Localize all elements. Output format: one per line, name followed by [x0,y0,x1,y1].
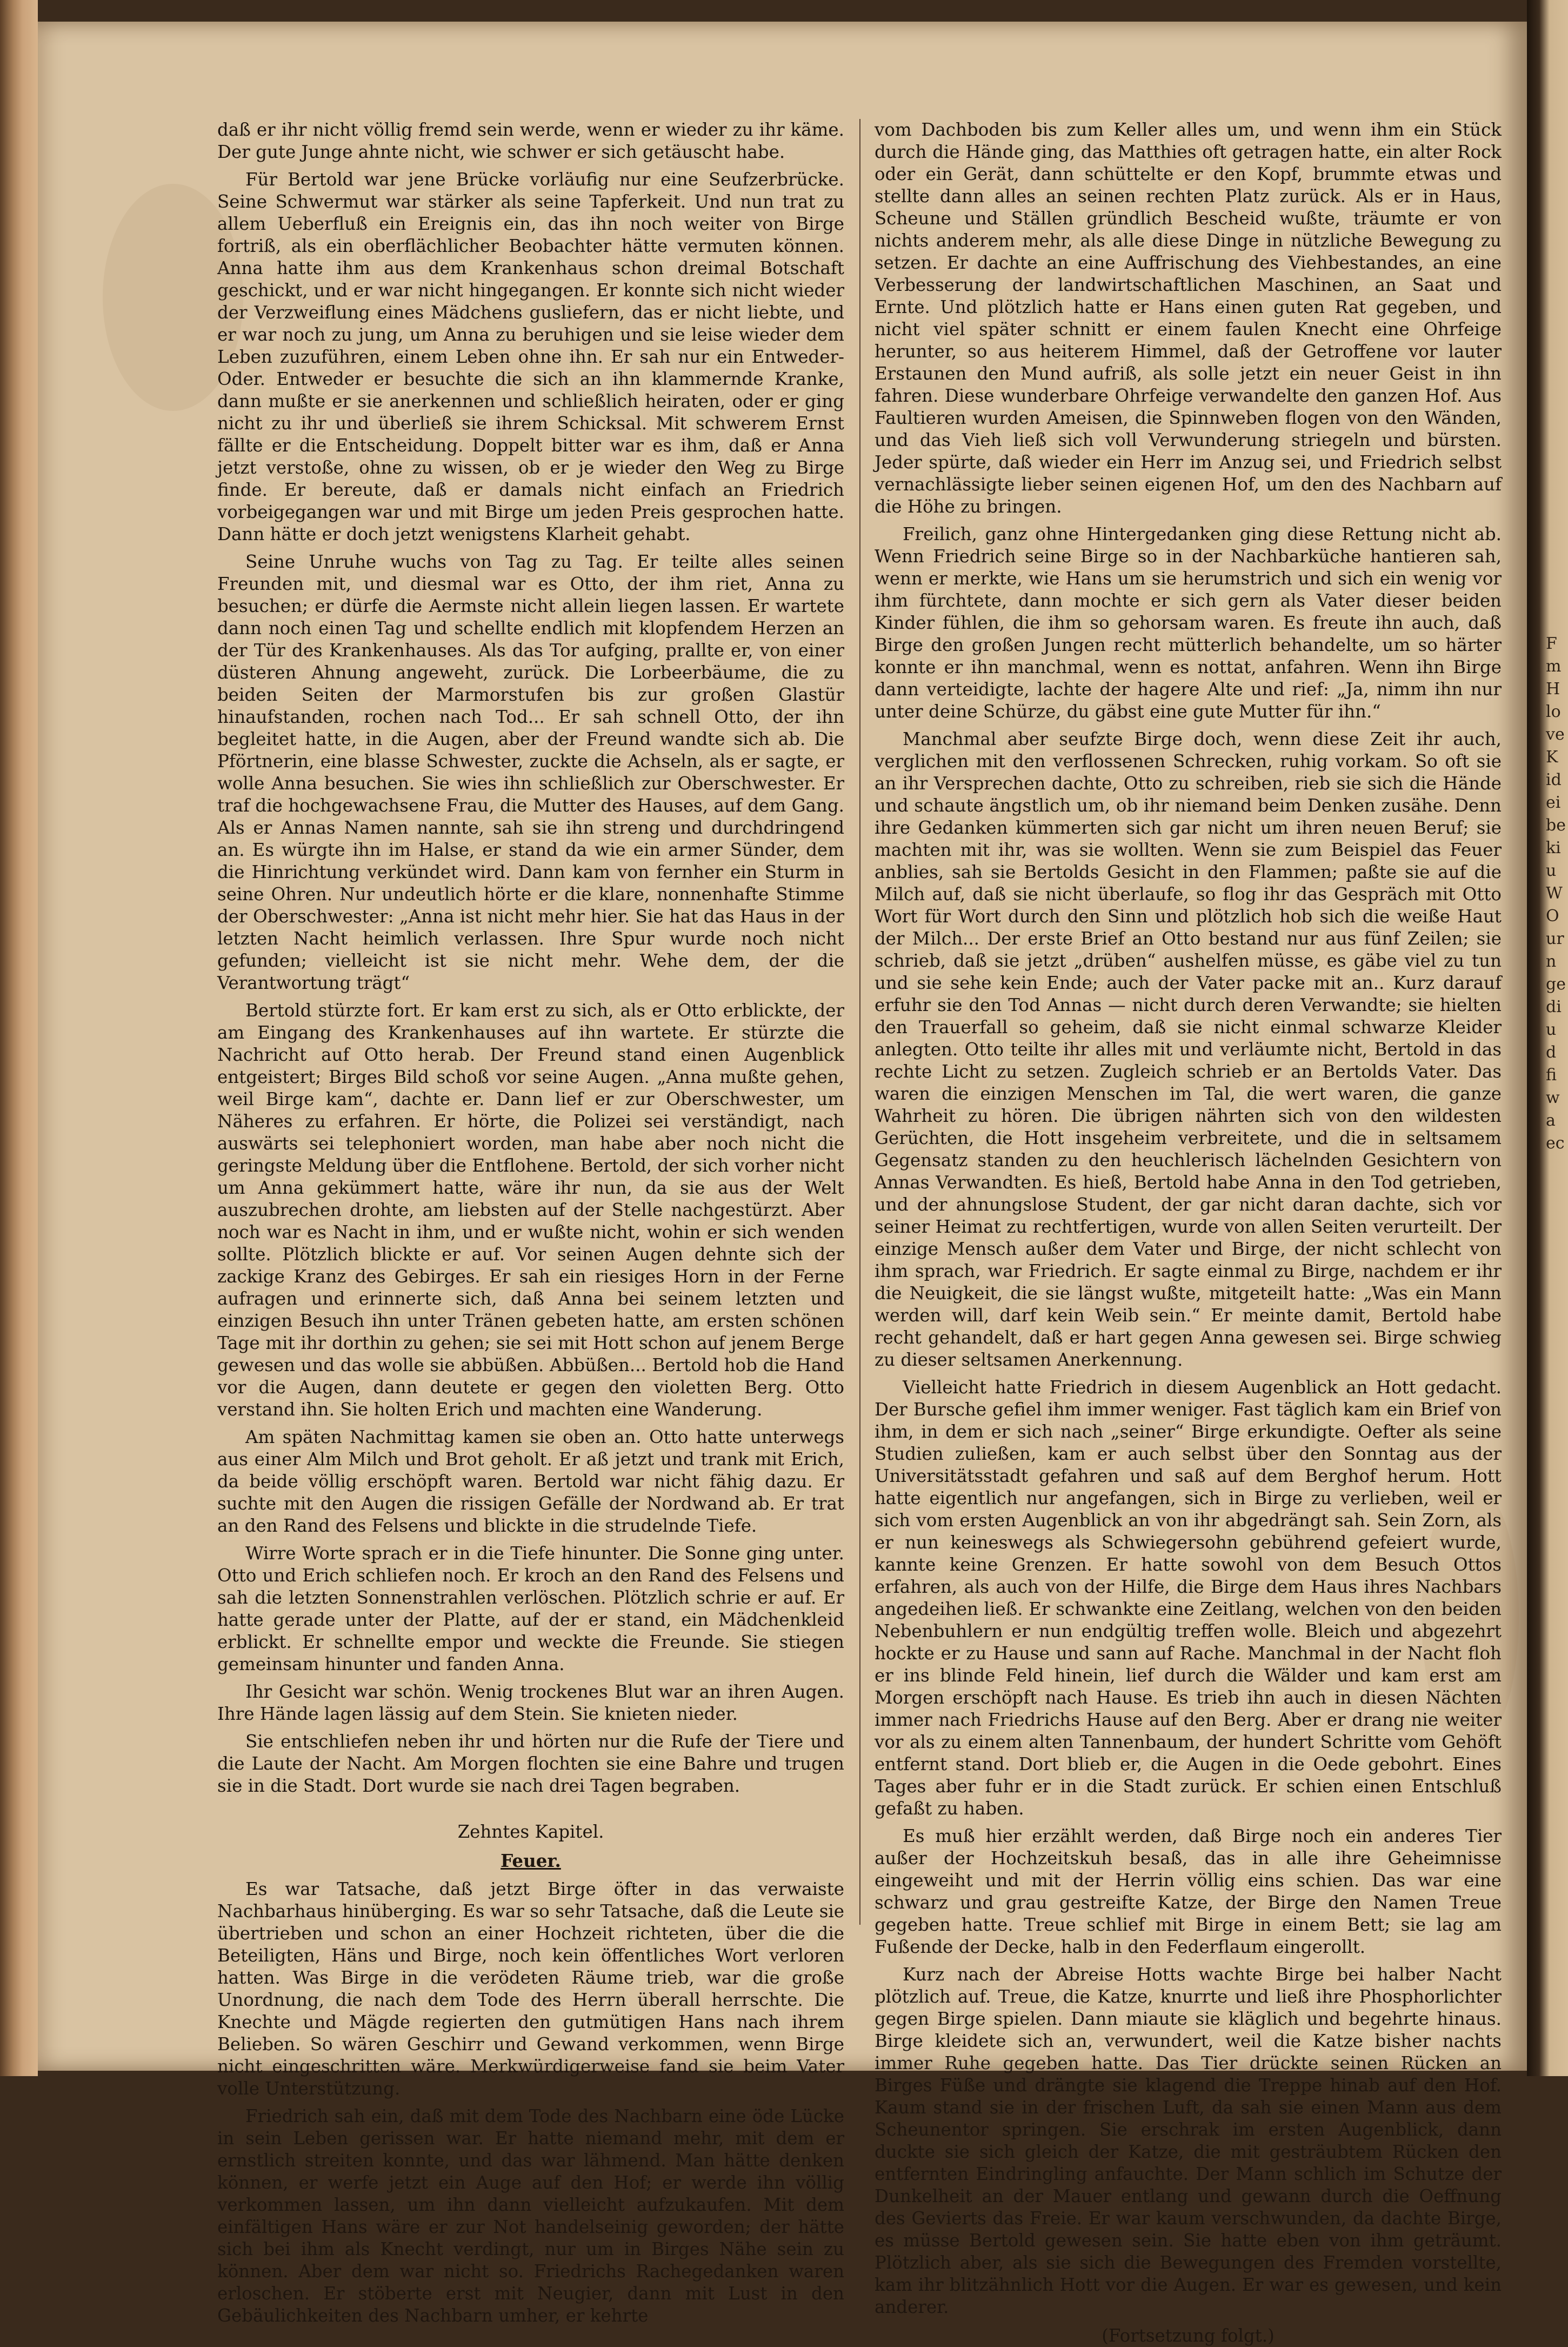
paragraph: Friedrich sah ein, daß mit dem Tode des Nachbarn eine öde Lücke in sein Leben gerissen war. Er hatte niemand mehr, mit dem er ernstlich streiten konnte, und das war lähmend. Man hätte denken können, er werfe jetzt ein Auge auf den Hof; er werde ihn völlig verkommen lassen, um ihn dann vielleicht aufzukaufen. Mit dem einfältigen Hans wäre er zur Not handelseinig geworden; der hätte sich bei ihm als Knecht verdingt, nur um in Birges Nähe sein zu können. Aber dem war nicht so. Friedrichs Rachegedanken waren erloschen. Er stöberte erst mit Neugier, dann mit Lust in den Gebäulichkeiten des Nachbarn umher, er kehrte [217,2106,844,2326]
next-page-fragment: F m H lo ve K id ei be ki u W O ur n ge di u d fi w a ec [1546,634,1566,1153]
column-rule [859,119,860,1925]
paragraph: Wirre Worte sprach er in die Tiefe hinunter. Die Sonne ging unter. Otto und Erich schliefen noch. Er kroch an den Rand des Felsens und sah die letzten Sonnenstrahlen verlöschen. Plötzlich schrie er auf. Er hatte gerade unter der Platte, auf der er stand, ein Mädchenkleid erblickt. Er schnellte empor und weckte die Freunde. Sie stiegen gemeinsam hinunter und fanden Anna. [217,1543,844,1674]
chapter-title: Feuer. [501,1850,561,1871]
paragraph: Für Bertold war jene Brücke vorläufig nur eine Seufzerbrücke. Seine Schwermut war stärker als seine Tapferkeit. Und nun trat zu allem Ueberfluß ein Ereignis ein, das ihn noch weiter von Birge fortriß, als ein oberflächlicher Beobachter hätte vermuten können. Anna hatte ihm aus dem Krankenhaus schon dreimal Botschaft geschickt, und er war nicht hingegangen. Er konnte sich nicht wieder der Verzweiflung eines Mädchens gusliefern, das er nicht liebte, und er war noch zu jung, um Anna zu beruhigen und sie leise wieder dem Leben zuzuführen, einem Leben ohne ihn. Er sah nur ein Entweder-Oder. Entweder er besuchte die sich an ihn klammernde Kranke, dann mußte er sie anerkennen und schließlich heiraten, oder er ging nicht zu ihr und überließ sie ihrem Schicksal. Mit schwerem Ernst fällte er die Entscheidung. Doppelt bitter war es ihm, daß er Anna jetzt verstoße, ohne zu wissen, ob er je wieder den Weg zu Birge finde. Er bereute, daß er damals nicht einfach an Friedrich vorbeigegangen war und mit Birge um jeden Preis gesprochen hatte. Dann hätte er doch jetzt wenigstens Klarheit gehabt. [217,169,844,544]
book-binding-left [0,0,38,2076]
paragraph: Sie entschliefen neben ihr und hörten nur die Rufe der Tiere und die Laute der Nacht. Am Morgen flochten sie eine Bahre und trugen sie in die Stadt. Dort wurde sie nach drei Tagen begraben. [217,1731,844,1796]
continued-note: (Fortsetzung folgt.) [1102,2325,1275,2346]
paragraph: Freilich, ganz ohne Hintergedanken ging diese Rettung nicht ab. Wenn Friedrich seine Birge so in der Nachbarküche hantieren sah, wenn er merkte, wie Hans um sie herumstrich und sich ein wenig vor ihm fürchtete, dann mochte er sich gern als Vater dieser beiden Kinder fühlen, die ihm so gehorsam waren. Es freute ihn auch, daß Birge den großen Jungen recht mütterlich behandelte, um so härter konnte er ihn manchmal, wenn es nottat, anfahren. Wenn ihn Birge dann verteidigte, lachte der hagere Alte und rief: „Ja, nimm ihn nur unter deine Schürze, du gäbst eine gute Mutter für ihn.“ [875,524,1502,722]
chapter-heading: Zehntes Kapitel. [457,1821,604,1842]
paragraph: Am späten Nachmittag kamen sie oben an. Otto hatte unterwegs aus einer Alm Milch und Brot geholt. Er aß jetzt und trank mit Erich, da beide völlig erschöpft waren. Bertold war nicht fähig dazu. Er suchte mit den Augen die rissigen Gefälle der Nordwand ab. Er trat an den Rand des Felsens und blickte in die strudelnde Tiefe. [217,1427,844,1536]
paragraph: Manchmal aber seufzte Birge doch, wenn diese Zeit ihr auch, verglichen mit den verflossenen Schrecken, ruhig vorkam. So oft sie an ihr Versprechen dachte, Otto zu schreiben, rieb sie sich die Hände und schaute ängstlich um, ob ihr niemand beim Denken zusähe. Denn ihre Gedanken kümmerten sich gar nicht um ihren neuen Beruf; sie machten mit ihr, was sie wollten. Wenn sie zum Beispiel das Feuer anblies, sah sie Bertolds Gesicht in den Flammen; paßte sie auf die Milch auf, daß sie nicht überlaufe, so flog ihr das Gespräch mit Otto Wort für Wort durch den Sinn und plötzlich hob sich die weiße Haut der Milch... Der erste Brief an Otto bestand nur aus fünf Zeilen; sie schrieb, daß sie jetzt „drüben“ aushelfen müsse, es gäbe viel zu tun und sie sehe kein Ende; auch der Vater packe mit an.. Kurz darauf erfuhr sie den Tod Annas — nicht durch deren Verwandte; sie hielten den Trauerfall so geheim, daß sie nicht einmal schwarze Kleider anlegten. Otto teilte ihr alles mit und verläumte nicht, Bertold in das rechte Licht zu setzen. Zugleich schrieb er an Bertolds Vater. Das waren die einzigen Menschen im Tal, die wert waren, die ganze Wahrheit zu hören. Die übrigen nährten sich von den wildesten Gerüchten, die Hott insgeheim verbreitete, und die in seltsamem Gegensatz standen zu den heuchlerisch lächelnden Gesichtern von Annas Verwandten. Es hieß, Bertold habe Anna in den Tod getrieben, und der ahnungslose Student, der gar nicht daran dachte, sich vor seiner Heimat zu rechtfertigen, wurde von allen Seiten verurteilt. Der einzige Mensch außer dem Vater und Birge, der nicht schlecht von ihm sprach, war Friedrich. Er sagte einmal zu Birge, nachdem er ihr die Neuigkeit, die sie längst wußte, mitgeteilt hatte: „Was ein Mann werden will, darf kein Weib sein.“ Er meinte damit, Bertold habe recht gehandelt, daß er hart gegen Anna gewesen sei. Birge schwieg zu dieser seltsamen Anerkennung. [875,729,1502,1370]
paragraph: Vielleicht hatte Friedrich in diesem Augenblick an Hott gedacht. Der Bursche gefiel ihm immer weniger. Fast täglich kam ein Brief von ihm, in dem er sich nach „seiner“ Birge erkundigte. Oefter als seine Studien zuließen, kam er auch selbst über den Sonntag aus der Universitätsstadt gefahren und saß auf dem Berghof herum. Hott hatte eigentlich nur angefangen, sich in Birge zu verlieben, weil er sich vom ersten Augenblick an von ihr abgedrängt sah. Sein Zorn, als er nun keineswegs als Schwiegersohn gebührend gefeiert wurde, kannte keine Grenzen. Er hatte sowohl von dem Besuch Ottos erfahren, als auch von der Hilfe, die Birge dem Haus ihres Nachbars angedeihen ließ. Er schwankte eine Zeitlang, welchen von den beiden Nebenbuhlern er nun endgültig treffen wolle. Bleich und abgezehrt hockte er zu Hause und sann auf Rache. Manchmal in der Nacht floh er ins blinde Feld hinein, lief durch die Wälder und kam erst am Morgen erschöpft nach Hause. Es trieb ihn auch in diesen Nächten immer nach Friedrichs Hause auf den Berg. Aber er drang nie weiter vor als zu einem alten Tannenbaum, der hundert Schritte vom Gehöft entfernt stand. Dort blieb er, die Augen in die Oede gebohrt. Eines Tages aber fuhr er in die Stadt zurück. Er schien einen Entschluß gefaßt zu haben. [875,1377,1502,1819]
paragraph: daß er ihr nicht völlig fremd sein werde, wenn er wieder zu ihr käme. Der gute Junge ahnte nicht, wie schwer er sich getäuscht habe. [217,119,844,162]
paragraph: Bertold stürzte fort. Er kam erst zu sich, als er Otto erblickte, der am Eingang des Krankenhauses auf ihn wartete. Er stürzte die Nachricht auf Otto herab. Der Freund stand einen Augenblick entgeistert; Birges Bild schoß vor seine Augen. „Anna mußte gehen, weil Birge kam“, dachte er. Dann lief er zur Oberschwester, um Näheres zu erfahren. Er hörte, die Polizei sei verständigt, nach auswärts sei telephoniert worden, man habe aber noch nicht die geringste Meldung über die Entflohene. Bertold, der sich vorher nicht um Anna gekümmert hatte, wäre ihr nun, da sie aus der Welt auszubrechen drohte, am liebsten auf der Stelle nachgestürzt. Aber noch war es Nacht in ihm, und er wußte nicht, wohin er sich wenden sollte. Plötzlich blickte er auf. Vor seinen Augen dehnte sich der zackige Kranz des Gebirges. Er sah ein riesiges Horn in der Ferne aufragen und erinnerte sich, daß Anna bei seinem letzten und einzigen Besuch ihn unter Tränen gebeten hatte, am ersten schönen Tage mit ihr dorthin zu gehen; sie sei mit Hott schon auf jenem Berge gewesen und das wolle sie abbüßen. Abbüßen... Bertold hob die Hand vor die Augen, dann deutete er gegen den violetten Berg. Otto verstand ihn. Sie holten Erich und machten eine Wanderung. [217,1000,844,1420]
left-column [217,119,844,2332]
paragraph: vom Dachboden bis zum Keller alles um, und wenn ihm ein Stück durch die Hände ging, das Matthies oft getragen hatte, ein alter Rock oder ein Gerät, dann schüttelte er den Kopf, brummte etwas und stellte dann alles an seinen rechten Platz zurück. Als er in Haus, Scheune und Ställen gründlich Bescheid wußte, träumte er von nichts anderem mehr, als alle diese Dinge in nützliche Bewegung zu setzen. Er dachte an eine Auffrischung des Viehbestandes, an eine Verbesserung der landwirtschaftlichen Maschinen, an Saat und Ernte. Und plötzlich hatte er Hans einen guten Rat gegeben, und nicht viel später schnitt er einem faulen Knecht eine Ohrfeige herunter, so aus heiterem Himmel, daß der Getroffene vor lauter Erstaunen den Mund aufriß, als solle jetzt ein neuer Geist in ihn fahren. Diese wunderbare Ohrfeige verwandelte den ganzen Hof. Aus Faultieren wurden Ameisen, die Spinnweben flogen von den Wänden, und das Vieh ließ sich voll Verwunderung striegeln und bürsten. Jeder spürte, daß wieder ein Herr im Anzug sei, und Friedrich selbst vernachlässigte lieber seinen eigenen Hof, um den des Nachbarn auf die Höhe zu bringen. [875,119,1502,517]
paragraph: Es war Tatsache, daß jetzt Birge öfter in das verwaiste Nachbarhaus hinüberging. Es war so sehr Tatsache, daß die Leute sie übertrieben und schon an einer Hochzeit richteten, über die die Beteiligten, Häns und Birge, noch kein öffentliches Wort verloren hatten. Was Birge in die verödeten Räume trieb, war die große Unordnung, die nach dem Tode des Herrn überall herrschte. Die Knechte und Mägde regierten den gutmütigen Hans nach ihrem Belieben. So wären Geschirr und Gewand verkommen, wenn Birge nicht eingeschritten wäre. Merkwürdigerweise fand sie beim Vater volle Unterstützung. [217,1879,844,2099]
paragraph: Kurz nach der Abreise Hotts wachte Birge bei halber Nacht plötzlich auf. Treue, die Katze, knurrte und ließ ihre Phosphorlichter gegen Birge spielen. Dann miaute sie kläglich und begehrte hinaus. Birge kleidete sich an, verwundert, weil die Katze bisher nachts immer Ruhe gegeben hatte. Das Tier drückte seinen Rücken an Birges Füße und drängte sie klagend die Treppe hinab auf den Hof. Kaum stand sie in der frischen Luft, da sah sie einen Mann aus dem Scheunentor springen. Sie erschrak im ersten Augenblick, dann duckte sie sich gleich der Katze, die mit gesträubtem Rücken den entfernten Eindringling anfauchte. Der Mann schlich im Schutze der Dunkelheit an der Mauer entlang und gewann durch die Oeffnung des Gevierts das Freie. Er war kaum verschwunden, da dachte Birge, es müsse Bertold gewesen sein. Sie hatte eben von ihm geträumt. Plötzlich aber, als sie sich die Bewegungen des Fremden vorstellte, kam ihr blitzähnlich Hott vor die Augen. Er war es gewesen, und kein anderer. [875,1964,1502,2317]
paragraph: Es muß hier erzählt werden, daß Birge noch ein anderes Tier außer der Hochzeitskuh besaß, das in alle ihre Geheimnisse eingeweiht und mit der Herrin völlig eins schien. Das war eine schwarz und grau gestreifte Katze, der Birge den Namen Treue gegeben hatte. Treue schlief mit Birge in einem Bett; sie lag am Fußende der Decke, halb in den Federflaum eingerollt. [875,1826,1502,1957]
right-column [875,119,1502,2347]
paragraph: Ihr Gesicht war schön. Wenig trockenes Blut war an ihren Augen. Ihre Hände lagen lässig auf dem Stein. Sie knieten nieder. [217,1681,844,1724]
paragraph: Seine Unruhe wuchs von Tag zu Tag. Er teilte alles seinen Freunden mit, und diesmal war es Otto, der ihm riet, Anna zu besuchen; er dürfe die Aermste nicht allein liegen lassen. Er wartete dann noch einen Tag und schellte endlich mit klopfendem Herzen an der Tür des Krankenhauses. Als das Tor aufging, prallte er, von einer düsteren Ahnung angeweht, zurück. Die Lorbeerbäume, die zu beiden Seiten der Marmorstufen bis zur großen Glastür hinaufstanden, rochen nach Tod... Er sah schnell Otto, der ihn begleitet hatte, in die Augen, aber der Freund wandte sich ab. Die Pförtnerin, eine blasse Schwester, zuckte die Achseln, als er sagte, er wolle Anna besuchen. Sie wies ihn schließlich zur Oberschwester. Er traf die hochgewachsene Frau, die Mutter des Hauses, auf dem Gang. Als er Annas Namen nannte, sah sie ihn streng und durchdringend an. Es würgte ihn im Halse, er stand da wie ein armer Sünder, dem die Hinrichtung verkündet wird. Dann kam von fernher ein Sturm in seine Ohren. Nur undeutlich hörte er die klare, nonnenhafte Stimme der Oberschwester: „Anna ist nicht mehr hier. Sie hat das Haus in der letzten Nacht heimlich verlassen. Ihre Spur wurde noch nicht gefunden; vielleicht ist sie nicht mehr. Wehe dem, der die Verantwortung trägt“ [217,551,844,993]
